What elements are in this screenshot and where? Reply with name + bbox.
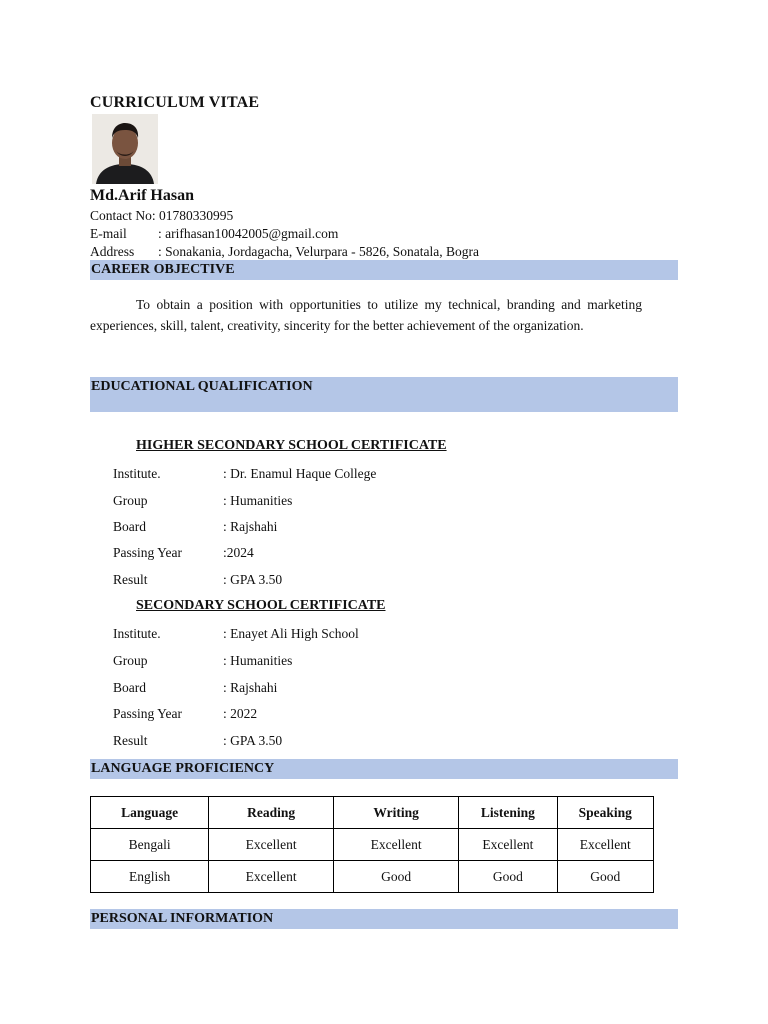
table-cell: Excellent (557, 829, 653, 861)
table-row (91, 829, 654, 861)
ssc-row (113, 733, 282, 749)
row-value: : Dr. Enamul Haque College (223, 466, 377, 481)
contact-phone (90, 208, 233, 224)
column-header: Language (91, 797, 209, 829)
table-cell: Bengali (91, 829, 209, 861)
row-label: Group (113, 653, 148, 668)
row-value: : GPA 3.50 (223, 733, 283, 748)
row-label: Passing Year (113, 706, 183, 721)
career-objective-text: To obtain a position with opportunities to utilize my technical, branding and marketing experiences, skill, talent, creativity, sincerity for the better achievement of the organization. (90, 297, 642, 333)
table-row (91, 861, 654, 893)
contact-address (90, 244, 479, 260)
profile-photo (92, 114, 158, 184)
row-value: : GPA 3.50 (223, 572, 283, 587)
ssc-row (113, 706, 257, 722)
email-value: : arifhasan10042005@gmail.com (158, 226, 339, 241)
row-value: : Enayet Ali High School (223, 626, 359, 641)
language-heading: LANGUAGE PROFICIENCY (90, 759, 678, 779)
personal-information-heading: PERSONAL INFORMATION (90, 909, 678, 929)
hsc-row (113, 572, 282, 588)
table-cell: Excellent (334, 829, 459, 861)
contact-email (90, 226, 338, 242)
hsc-row (113, 466, 376, 482)
table-cell: Good (459, 861, 557, 893)
email-label: E-mail (90, 226, 127, 241)
row-value: : Humanities (223, 653, 293, 668)
phone-value: 01780330995 (159, 208, 234, 223)
hsc-title: HIGHER SECONDARY SCHOOL CERTIFICATE (136, 438, 447, 453)
column-header: Writing (334, 797, 459, 829)
language-table (90, 796, 654, 893)
hsc-row (113, 493, 292, 509)
column-header: Listening (459, 797, 557, 829)
hsc-row (113, 545, 254, 561)
ssc-row (113, 680, 277, 696)
table-cell: Good (334, 861, 459, 893)
career-objective-heading: CAREER OBJECTIVE (90, 260, 678, 280)
row-label: Institute. (113, 626, 161, 641)
row-value: : Humanities (223, 493, 293, 508)
table-cell: Good (557, 861, 653, 893)
document-title: CURRICULUM VITAE (90, 94, 260, 111)
table-cell: English (91, 861, 209, 893)
row-value: : Rajshahi (223, 680, 278, 695)
hsc-row (113, 519, 277, 535)
row-value: :2024 (223, 545, 254, 560)
row-label: Board (113, 519, 146, 534)
row-label: Group (113, 493, 148, 508)
address-value: : Sonakania, Jordagacha, Velurpara - 5826, Sonatala, Bogra (158, 244, 480, 259)
address-label: Address (90, 244, 135, 259)
column-header: Reading (209, 797, 334, 829)
row-label: Result (113, 733, 148, 748)
table-cell: Excellent (459, 829, 557, 861)
table-cell: Excellent (209, 861, 334, 893)
row-label: Board (113, 680, 146, 695)
ssc-title: SECONDARY SCHOOL CERTIFICATE (136, 598, 386, 613)
phone-label: Contact No: (90, 208, 156, 223)
column-header: Speaking (557, 797, 653, 829)
ssc-row (113, 626, 359, 642)
candidate-name: Md.Arif Hasan (90, 187, 194, 204)
table-header-row (91, 797, 654, 829)
table-cell: Excellent (209, 829, 334, 861)
ssc-row (113, 653, 292, 669)
education-heading: EDUCATIONAL QUALIFICATION (90, 377, 678, 412)
row-value: : Rajshahi (223, 519, 278, 534)
row-value: : 2022 (223, 706, 258, 721)
row-label: Passing Year (113, 545, 183, 560)
row-label: Institute. (113, 466, 161, 481)
row-label: Result (113, 572, 148, 587)
